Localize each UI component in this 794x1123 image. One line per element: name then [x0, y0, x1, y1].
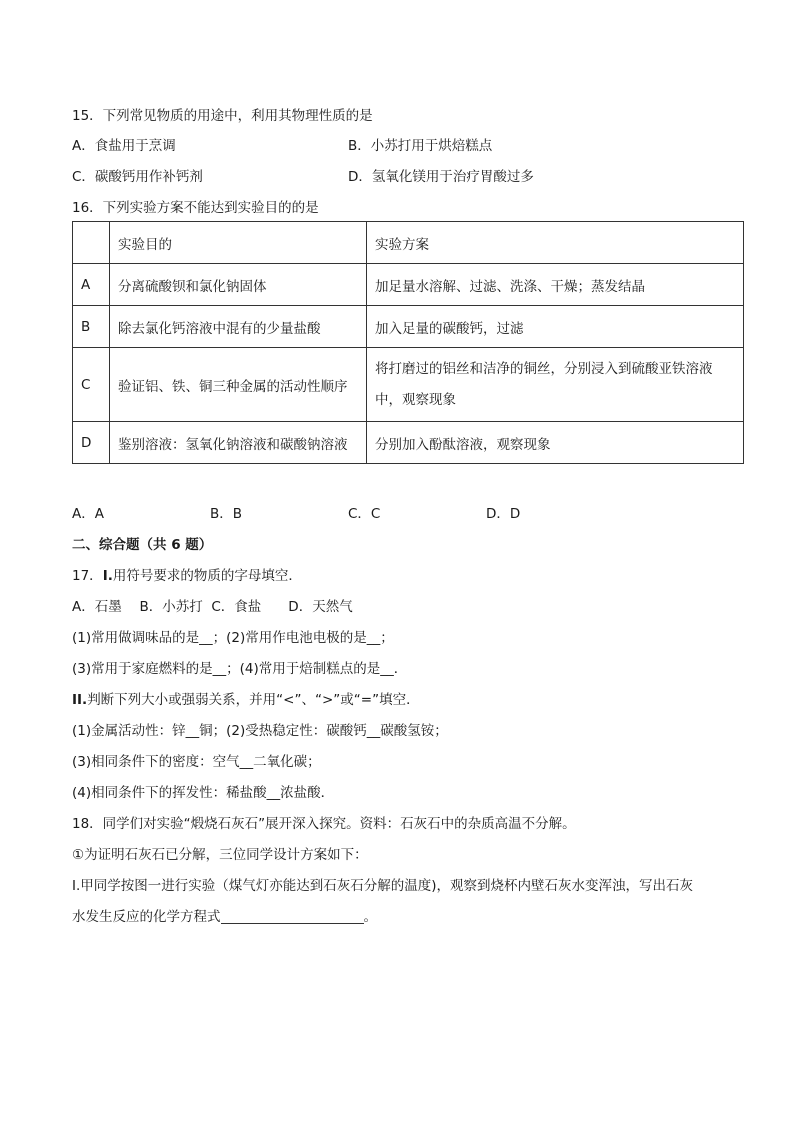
- q15-option-b: B．小苏打用于烘焙糕点: [348, 138, 493, 154]
- row-goal: 鉴别溶液：氢氧化钠溶液和碳酸钠溶液: [110, 422, 367, 464]
- q18-line-ii-end: 。: [363, 909, 377, 925]
- q17-part2-text: 判断下列大小或强弱关系，并用“<”、“>”或“=”填空．: [87, 692, 420, 708]
- table-row: [73, 264, 744, 306]
- row-plan-line: 中，观察现象: [375, 391, 456, 408]
- q15-options-row2: [72, 165, 534, 185]
- q17-part2-mark: II.: [72, 692, 88, 708]
- row-plan: [367, 348, 744, 422]
- q17-sub3: (1)金属活动性：锌__铜；(2)受热稳定性：碳酸钙__碳酸氢铵；: [72, 723, 448, 739]
- table-header-cell: [73, 222, 110, 264]
- answer-blank[interactable]: [221, 909, 364, 924]
- q15-option-c: C．碳酸钙用作补钙剂: [72, 169, 203, 185]
- row-plan: 分别加入酚酞溶液，观察现象: [367, 422, 744, 464]
- q17-sub2: (3)常用于家庭燃料的是__；(4)常用于焙制糕点的是__．: [72, 661, 408, 677]
- q17-sub5: (4)相同条件下的挥发性：稀盐酸__浓盐酸．: [72, 785, 335, 801]
- q16-option-d: D．D: [486, 506, 521, 522]
- q17-stem: [72, 564, 302, 584]
- q18-line-i: I.甲同学按图一进行实验（煤气灯亦能达到石灰石分解的温度)，观察到烧杯内壁石灰水变浑浊，写出石灰: [72, 878, 694, 894]
- row-goal: 除去氯化钙溶液中混有的少量盐酸: [110, 306, 367, 348]
- q18-stem: 18．同学们对实验“煅烧石灰石”展开深入探究。资料：石灰石中的杂质高温不分解。: [72, 816, 576, 832]
- q15-option-d: D．氢氧化镁用于治疗胃酸过多: [348, 169, 534, 185]
- q16-options: [72, 502, 520, 522]
- q15-options-row1: [72, 134, 492, 154]
- table-row: [73, 348, 744, 422]
- q16-option-c: C．C: [348, 506, 381, 522]
- q16-table: [72, 221, 744, 464]
- row-label: C: [73, 348, 110, 422]
- q18-line-ii-text: 水发生反应的化学方程式: [72, 909, 221, 925]
- row-plan: 加足量水溶解、过滤、洗涤、干燥；蒸发结晶: [367, 264, 744, 306]
- row-label: A: [73, 264, 110, 306]
- q17-sub4: (3)相同条件下的密度：空气__二氧化碳；: [72, 754, 321, 770]
- q18-part1: ①为证明石灰石已分解，三位同学设计方案如下：: [72, 847, 368, 863]
- q18-line-ii: [72, 905, 377, 925]
- table-header-plan: 实验方案: [367, 222, 744, 264]
- q16-option-a: A．A: [72, 506, 104, 522]
- row-label: B: [73, 306, 110, 348]
- q17-part1-text: 用符号要求的物质的字母填空．: [112, 568, 302, 584]
- table-row: [73, 306, 744, 348]
- q16-option-b: B．B: [210, 506, 243, 522]
- q15-option-a: A．食盐用于烹调: [72, 138, 176, 154]
- section-title: 二、综合题（共 6 题）: [72, 537, 213, 553]
- table-row: [73, 422, 744, 464]
- q17-choices: A．石墨 B．小苏打 C．食盐 D．天然气: [72, 599, 353, 615]
- row-goal: 分离硫酸钡和氯化钠固体: [110, 264, 367, 306]
- row-label: D: [73, 422, 110, 464]
- q17-part2: [72, 688, 420, 708]
- row-goal: 验证铝、铁、铜三种金属的活动性顺序: [110, 348, 367, 422]
- table-header-goal: 实验目的: [110, 222, 367, 264]
- row-plan: 加入足量的碳酸钙，过滤: [367, 306, 744, 348]
- q15-stem: 15．下列常见物质的用途中，利用其物理性质的是: [72, 108, 373, 124]
- row-plan-line: 将打磨过的铝丝和洁净的铜丝，分别浸入到硫酸亚铁溶液: [375, 360, 713, 377]
- table-header-row: [73, 222, 744, 264]
- q17-number: 17．: [72, 568, 103, 584]
- q16-stem: 16．下列实验方案不能达到实验目的的是: [72, 200, 319, 216]
- q17-sub1: (1)常用做调味品的是__；(2)常用作电池电极的是__；: [72, 630, 394, 646]
- q17-part1-mark: I.: [102, 568, 113, 584]
